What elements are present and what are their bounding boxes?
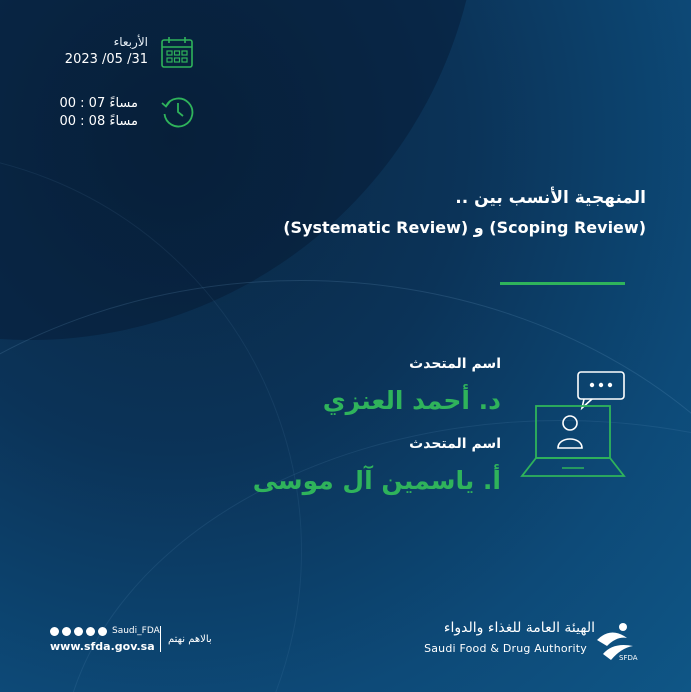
background-arc [0, 150, 302, 692]
website-url[interactable]: www.sfda.gov.sa [50, 640, 155, 653]
event-date [40, 34, 148, 70]
social-icons [50, 626, 160, 636]
speaker-label: اسم المتحدث [409, 356, 501, 372]
social-icon[interactable] [62, 627, 71, 636]
social-icon[interactable] [74, 627, 83, 636]
social-handle: Saudi_FDA [112, 626, 160, 636]
event-time-start: 00 : 07 مساءً [59, 96, 138, 111]
sfda-logo-mark [593, 620, 639, 662]
speaker-label: اسم المتحدث [409, 436, 501, 452]
slogan: بالاهم نهتم [168, 634, 212, 645]
event-day: الأربعاء [113, 35, 148, 49]
event-date-value: 2023 /05 /31 [64, 52, 148, 67]
social-icon[interactable] [50, 627, 59, 636]
org-name-english: Saudi Food & Drug Authority [424, 642, 587, 655]
calendar-icon [160, 35, 194, 69]
laptop-chat-icon [518, 368, 628, 480]
event-title-line1: المنهجية الأنسب بين .. [455, 188, 646, 208]
event-time-end: 00 : 08 مساءً [59, 114, 138, 129]
social-icon[interactable] [86, 627, 95, 636]
social-icon[interactable] [98, 627, 107, 636]
clock-icon [160, 94, 196, 130]
event-title-line2: (Systematic Review) و (Scoping Review) [283, 218, 646, 237]
event-time [30, 95, 138, 131]
footer-separator [160, 626, 161, 652]
footer-contact [50, 626, 160, 653]
sfda-logo-text: SFDA [619, 654, 638, 662]
speaker-name: أ. ياسمين آل موسى [252, 466, 501, 495]
speaker-name: د. أحمد العنزي [322, 386, 501, 415]
title-divider [500, 282, 625, 285]
org-name-arabic: الهيئة العامة للغذاء والدواء [443, 620, 595, 636]
